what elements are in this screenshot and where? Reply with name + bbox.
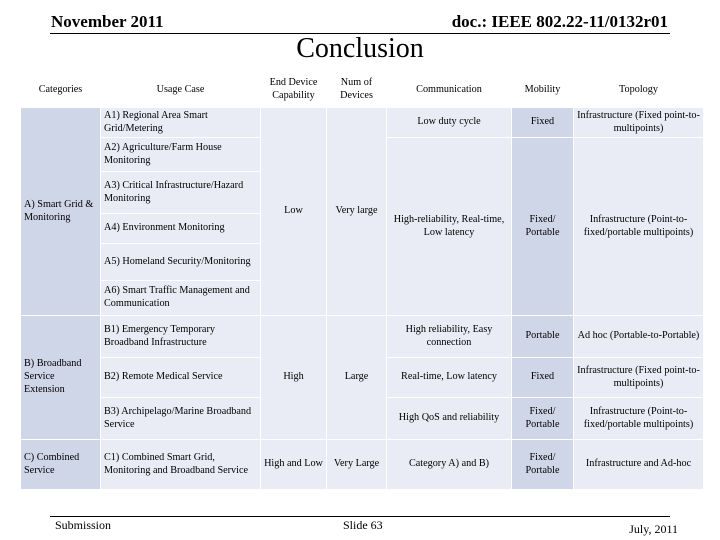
- num-devices-c: Very Large: [327, 440, 387, 490]
- usage-case-a2: A2) Agriculture/Farm House Monitoring: [101, 138, 261, 172]
- usage-case-a4: A4) Environment Monitoring: [101, 214, 261, 244]
- topology-a2: Infrastructure (Point-to-fixed/portable multipoints): [574, 138, 704, 316]
- usage-case-c1: C1) Combined Smart Grid, Monitoring and Broadband Service: [101, 440, 261, 490]
- end-device-b: High: [261, 316, 327, 440]
- communication-b3: High QoS and reliability: [387, 398, 512, 440]
- mobility-b1: Portable: [512, 316, 574, 358]
- mobility-b2: Fixed: [512, 358, 574, 398]
- end-device-a: Low: [261, 108, 327, 316]
- mobility-a2: Fixed/ Portable: [512, 138, 574, 316]
- conclusion-table: [20, 72, 704, 490]
- slide-title: Conclusion: [296, 33, 424, 64]
- col-header-topology: Topology: [574, 73, 704, 108]
- category-b: B) Broadband Service Extension: [21, 316, 101, 440]
- table-row: [21, 316, 704, 358]
- col-header-mobility: Mobility: [512, 73, 574, 108]
- header-row: [21, 73, 704, 108]
- topology-b1: Ad hoc (Portable-to-Portable): [574, 316, 704, 358]
- mobility-a1: Fixed: [512, 108, 574, 138]
- footer-submission: Submission: [55, 518, 112, 532]
- table-row: [21, 440, 704, 490]
- footer-slide-number: Slide 63: [343, 518, 383, 532]
- communication-b2: Real-time, Low latency: [387, 358, 512, 398]
- footer-date: July, 2011: [629, 522, 678, 536]
- communication-a2: High-reliability, Real-time, Low latency: [387, 138, 512, 316]
- col-header-categories: Categories: [21, 73, 101, 108]
- mobility-b3: Fixed/ Portable: [512, 398, 574, 440]
- usage-case-b1: B1) Emergency Temporary Broadband Infrastructure: [101, 316, 261, 358]
- col-header-end-device: End Device Capability: [261, 73, 327, 108]
- footer-divider: [50, 516, 670, 517]
- usage-case-a6: A6) Smart Traffic Management and Communication: [101, 281, 261, 316]
- topology-a1: Infrastructure (Fixed point-to-multipoints): [574, 108, 704, 138]
- col-header-num-devices: Num of Devices: [327, 73, 387, 108]
- topology-b3: Infrastructure (Point-to-fixed/portable multipoints): [574, 398, 704, 440]
- usage-case-b2: B2) Remote Medical Service: [101, 358, 261, 398]
- col-header-usage-case: Usage Case: [101, 73, 261, 108]
- communication-a1: Low duty cycle: [387, 108, 512, 138]
- category-c: C) Combined Service: [21, 440, 101, 490]
- header-date: November 2011: [51, 12, 164, 31]
- topology-c: Infrastructure and Ad-hoc: [574, 440, 704, 490]
- mobility-c: Fixed/ Portable: [512, 440, 574, 490]
- end-device-c: High and Low: [261, 440, 327, 490]
- communication-b1: High reliability, Easy connection: [387, 316, 512, 358]
- num-devices-a: Very large: [327, 108, 387, 316]
- table-row: [21, 108, 704, 138]
- usage-case-a5: A5) Homeland Security/Monitoring: [101, 244, 261, 281]
- usage-case-b3: B3) Archipelago/Marine Broadband Service: [101, 398, 261, 440]
- usage-case-a1: A1) Regional Area Smart Grid/Metering: [101, 108, 261, 138]
- topology-b2: Infrastructure (Fixed point-to-multipoints): [574, 358, 704, 398]
- header-doc-id: doc.: IEEE 802.22-11/0132r01: [451, 12, 668, 31]
- num-devices-b: Large: [327, 316, 387, 440]
- category-a: A) Smart Grid & Monitoring: [21, 108, 101, 316]
- col-header-communication: Communication: [387, 73, 512, 108]
- usage-case-a3: A3) Critical Infrastructure/Hazard Monitoring: [101, 172, 261, 214]
- communication-c: Category A) and B): [387, 440, 512, 490]
